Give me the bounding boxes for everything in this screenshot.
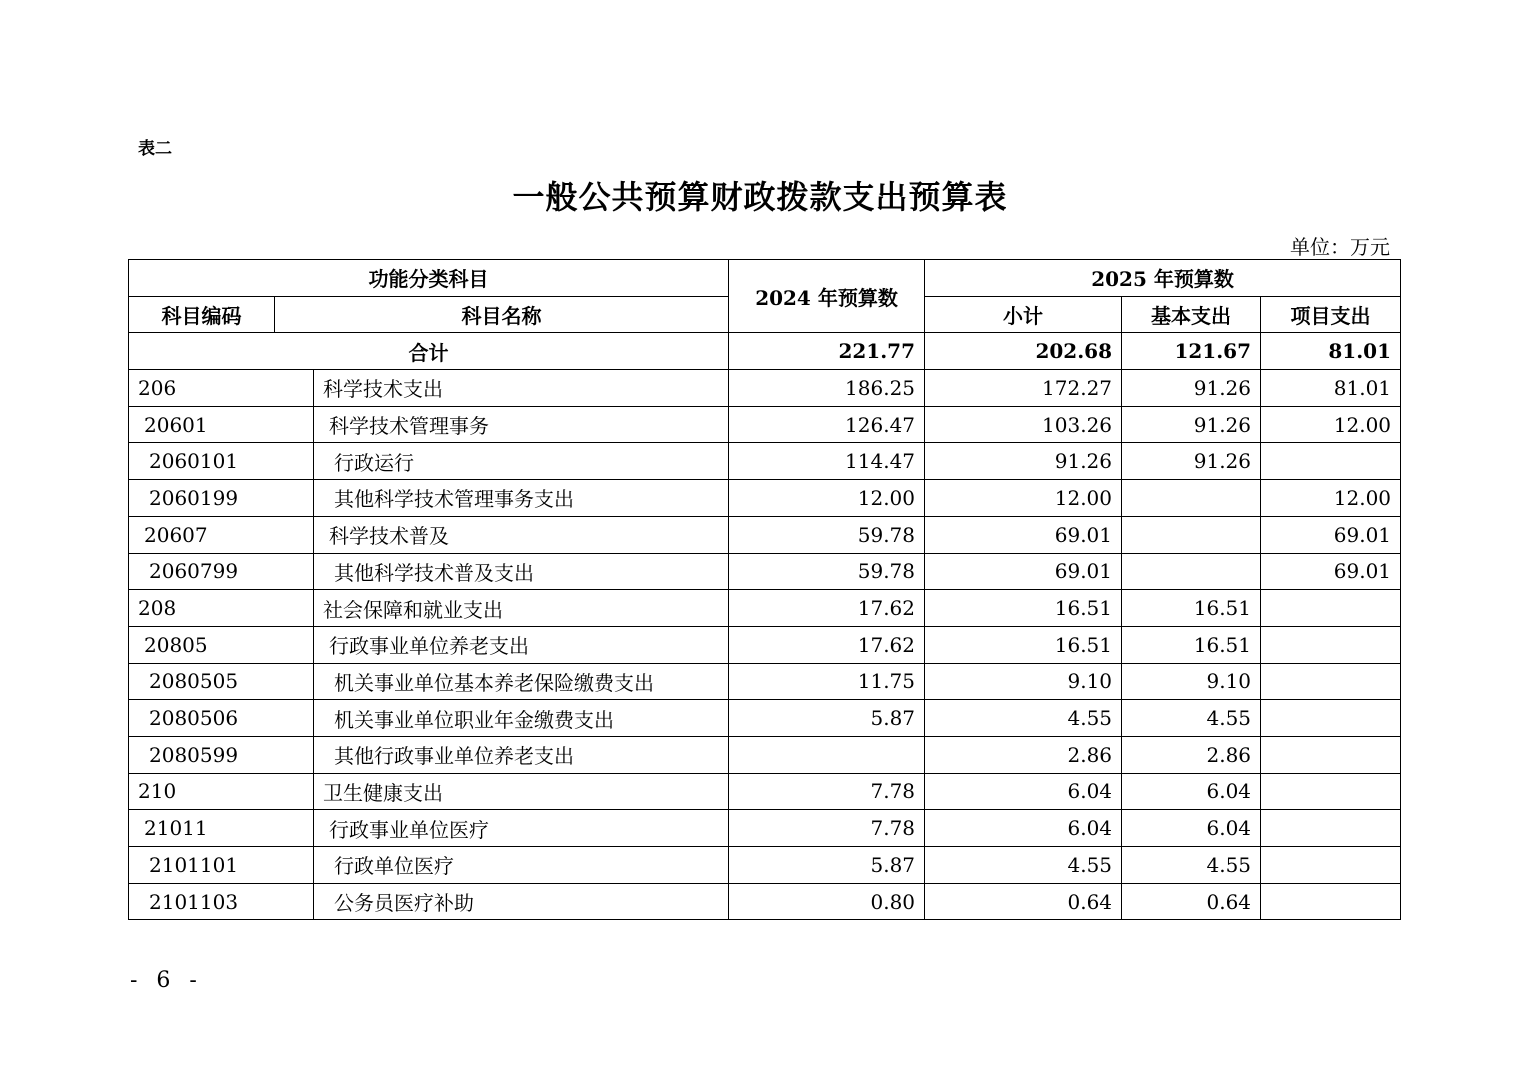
row-project (1261, 773, 1401, 810)
row-basic (1122, 480, 1261, 517)
table-row (129, 810, 1401, 847)
total-row (129, 333, 1401, 370)
row-name: 其他行政事业单位养老支出 (314, 736, 729, 773)
table-row (129, 883, 1401, 920)
row-basic: 91.26 (1122, 443, 1261, 480)
row-code: 2080506 (129, 700, 314, 737)
table-row (129, 626, 1401, 663)
row-basic: 6.04 (1122, 773, 1261, 810)
row-project (1261, 443, 1401, 480)
row-code: 2060101 (129, 443, 314, 480)
row-subtotal: 4.55 (925, 700, 1122, 737)
table-row (129, 516, 1401, 553)
total-budget-2024: 221.77 (729, 333, 925, 370)
table-label: 表二 (138, 139, 172, 159)
row-name: 行政运行 (314, 443, 729, 480)
row-project (1261, 847, 1401, 884)
row-name: 科学技术普及 (314, 516, 729, 553)
table-row (129, 700, 1401, 737)
row-name: 行政单位医疗 (314, 847, 729, 884)
row-name: 行政事业单位医疗 (314, 810, 729, 847)
row-basic: 4.55 (1122, 700, 1261, 737)
table-row (129, 663, 1401, 700)
row-basic: 91.26 (1122, 406, 1261, 443)
row-project (1261, 700, 1401, 737)
row-name: 科学技术管理事务 (314, 406, 729, 443)
header-budget-2024: 2024 年预算数 (729, 260, 925, 333)
table-row (129, 370, 1401, 407)
row-subtotal: 9.10 (925, 663, 1122, 700)
row-name: 社会保障和就业支出 (314, 590, 729, 627)
row-subtotal: 6.04 (925, 773, 1122, 810)
header-basic: 基本支出 (1122, 296, 1261, 333)
row-subtotal: 16.51 (925, 626, 1122, 663)
total-project: 81.01 (1261, 333, 1401, 370)
row-project: 81.01 (1261, 370, 1401, 407)
row-code: 210 (129, 773, 314, 810)
row-subtotal: 16.51 (925, 590, 1122, 627)
header-row-1 (129, 260, 1401, 297)
row-subtotal: 12.00 (925, 480, 1122, 517)
header-functional-category: 功能分类科目 (129, 260, 729, 297)
unit-label: 单位：万元 (1290, 235, 1390, 259)
row-basic: 2.86 (1122, 736, 1261, 773)
row-code: 2060799 (129, 553, 314, 590)
row-budget-2024: 12.00 (729, 480, 925, 517)
table-row (129, 553, 1401, 590)
row-basic (1122, 553, 1261, 590)
row-subtotal: 103.26 (925, 406, 1122, 443)
row-subtotal: 4.55 (925, 847, 1122, 884)
row-basic: 4.55 (1122, 847, 1261, 884)
table-row (129, 406, 1401, 443)
row-budget-2024: 0.80 (729, 883, 925, 920)
row-subtotal: 91.26 (925, 443, 1122, 480)
row-code: 21011 (129, 810, 314, 847)
header-project: 项目支出 (1261, 296, 1401, 333)
row-basic: 91.26 (1122, 370, 1261, 407)
row-project (1261, 590, 1401, 627)
row-code: 2101103 (129, 883, 314, 920)
total-label: 合计 (129, 333, 729, 370)
page-number: - 6 - (130, 968, 203, 993)
total-basic: 121.67 (1122, 333, 1261, 370)
row-project: 69.01 (1261, 516, 1401, 553)
total-subtotal: 202.68 (925, 333, 1122, 370)
row-project: 69.01 (1261, 553, 1401, 590)
row-code: 20607 (129, 516, 314, 553)
row-basic: 0.64 (1122, 883, 1261, 920)
row-project (1261, 626, 1401, 663)
row-budget-2024: 7.78 (729, 773, 925, 810)
header-subtotal: 小计 (925, 296, 1122, 333)
row-budget-2024: 126.47 (729, 406, 925, 443)
row-project: 12.00 (1261, 406, 1401, 443)
row-basic: 9.10 (1122, 663, 1261, 700)
row-code: 20805 (129, 626, 314, 663)
row-project (1261, 810, 1401, 847)
table-row (129, 773, 1401, 810)
row-name: 其他科学技术普及支出 (314, 553, 729, 590)
row-code: 2080599 (129, 736, 314, 773)
document-title: 一般公共预算财政拨款支出预算表 (512, 178, 1008, 216)
row-subtotal: 69.01 (925, 516, 1122, 553)
budget-table (128, 259, 1401, 920)
row-name: 科学技术支出 (314, 370, 729, 407)
table-row (129, 590, 1401, 627)
row-subtotal: 172.27 (925, 370, 1122, 407)
table-row (129, 443, 1401, 480)
row-budget-2024: 5.87 (729, 700, 925, 737)
row-name: 行政事业单位养老支出 (314, 626, 729, 663)
row-project: 12.00 (1261, 480, 1401, 517)
row-code: 20601 (129, 406, 314, 443)
row-budget-2024: 17.62 (729, 626, 925, 663)
row-subtotal: 2.86 (925, 736, 1122, 773)
header-code: 科目编码 (129, 296, 275, 333)
row-name: 公务员医疗补助 (314, 883, 729, 920)
row-budget-2024 (729, 736, 925, 773)
row-code: 208 (129, 590, 314, 627)
row-code: 2101101 (129, 847, 314, 884)
row-budget-2024: 11.75 (729, 663, 925, 700)
row-budget-2024: 5.87 (729, 847, 925, 884)
header-name: 科目名称 (275, 296, 729, 333)
row-subtotal: 6.04 (925, 810, 1122, 847)
row-budget-2024: 59.78 (729, 553, 925, 590)
row-project (1261, 736, 1401, 773)
row-code: 2060199 (129, 480, 314, 517)
row-project (1261, 663, 1401, 700)
row-subtotal: 0.64 (925, 883, 1122, 920)
row-budget-2024: 114.47 (729, 443, 925, 480)
row-code: 2080505 (129, 663, 314, 700)
header-budget-2025: 2025 年预算数 (925, 260, 1401, 297)
row-name: 卫生健康支出 (314, 773, 729, 810)
row-basic: 16.51 (1122, 626, 1261, 663)
row-name: 其他科学技术管理事务支出 (314, 480, 729, 517)
row-name: 机关事业单位职业年金缴费支出 (314, 700, 729, 737)
row-basic: 6.04 (1122, 810, 1261, 847)
row-budget-2024: 17.62 (729, 590, 925, 627)
row-basic: 16.51 (1122, 590, 1261, 627)
row-budget-2024: 7.78 (729, 810, 925, 847)
row-budget-2024: 59.78 (729, 516, 925, 553)
row-code: 206 (129, 370, 314, 407)
table-row (129, 480, 1401, 517)
row-subtotal: 69.01 (925, 553, 1122, 590)
row-budget-2024: 186.25 (729, 370, 925, 407)
table-row (129, 847, 1401, 884)
row-project (1261, 883, 1401, 920)
table-row (129, 736, 1401, 773)
row-name: 机关事业单位基本养老保险缴费支出 (314, 663, 729, 700)
row-basic (1122, 516, 1261, 553)
